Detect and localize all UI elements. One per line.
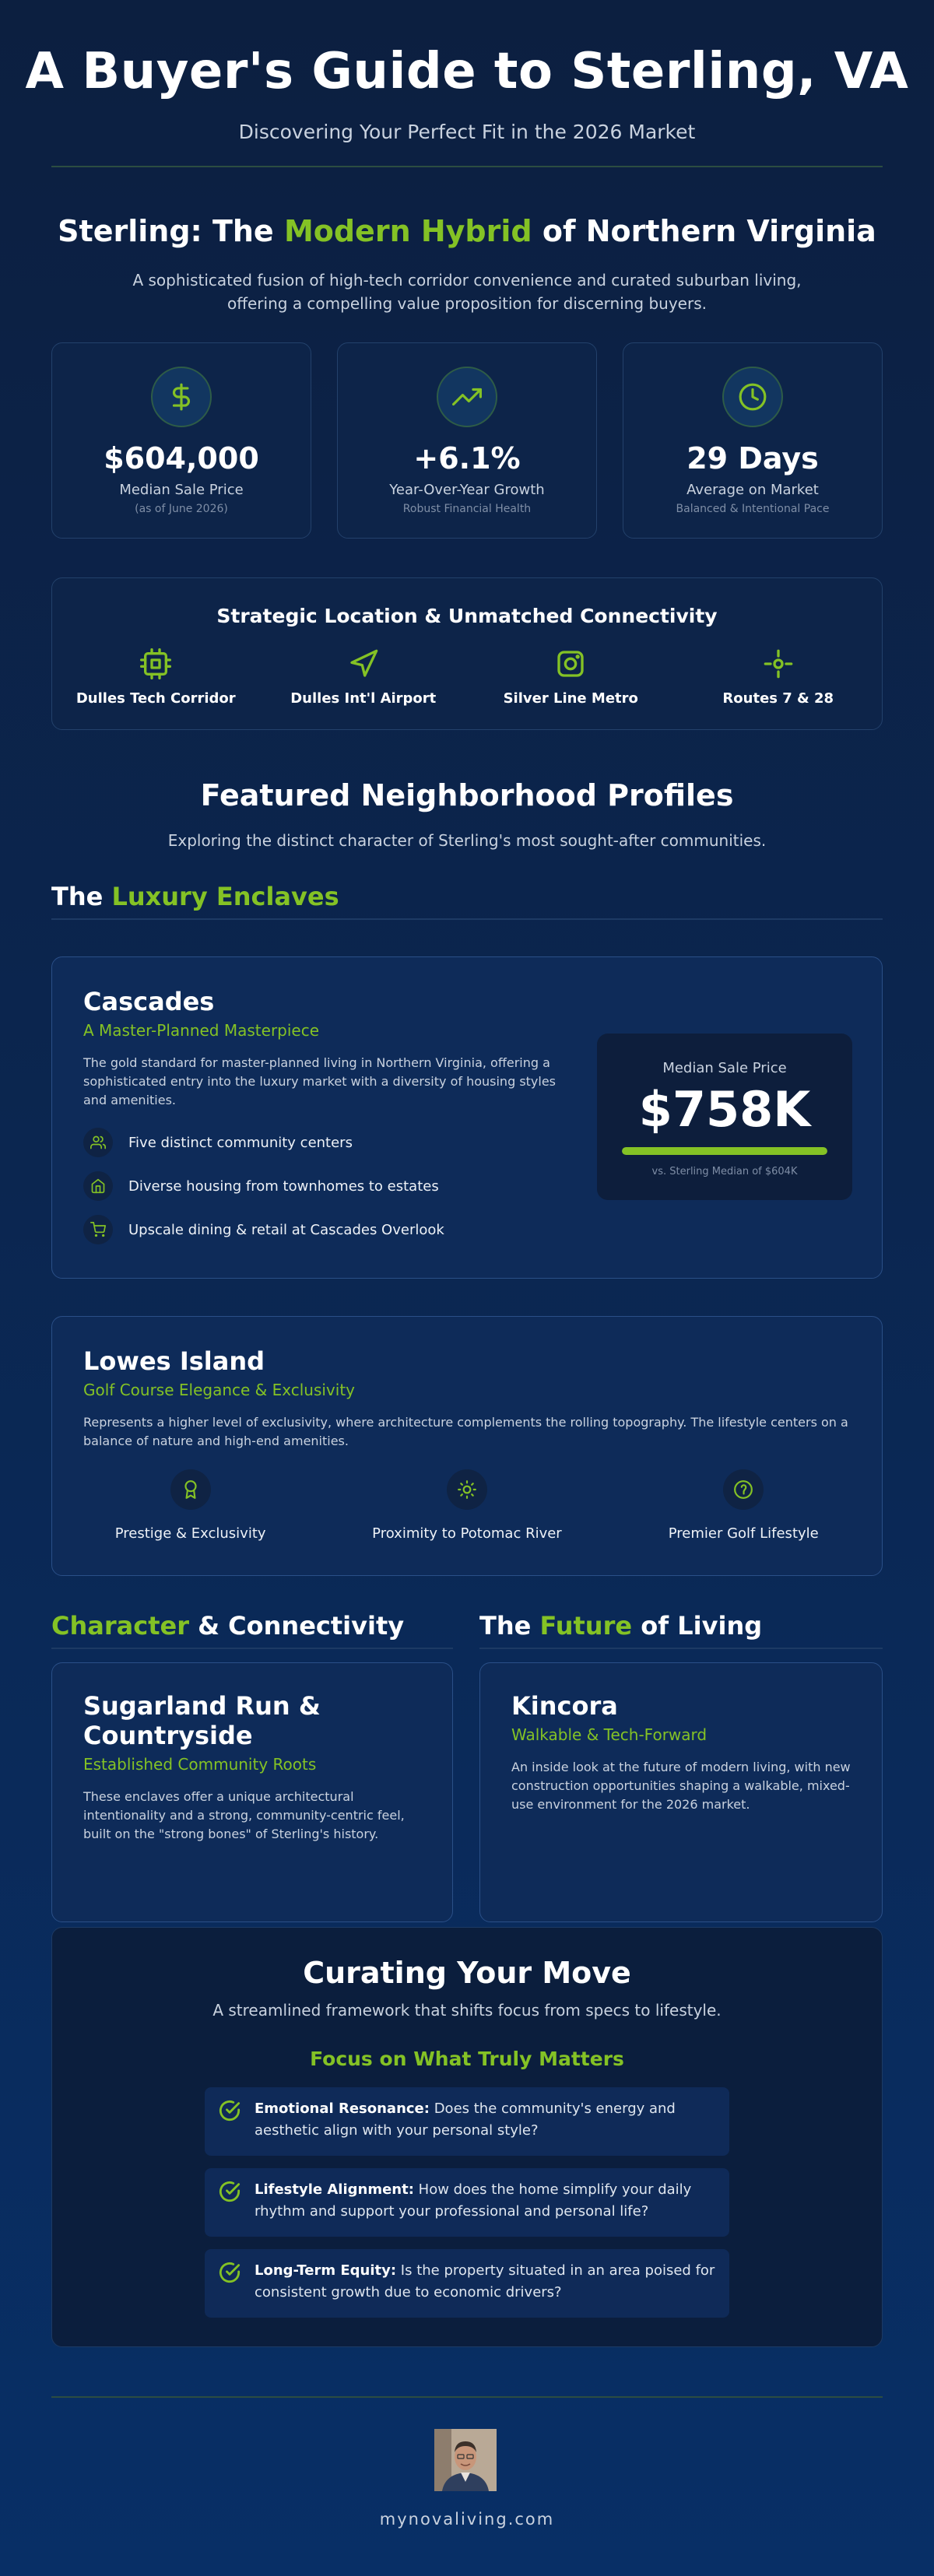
cart-icon [83, 1215, 113, 1244]
chip-icon [52, 647, 260, 681]
location-items [52, 647, 882, 707]
stat-label: Median Sale Price [119, 482, 244, 498]
focus-item-body: Does the community's energy and aesthetic align with your personal style? [255, 2100, 676, 2139]
intro-section [0, 214, 934, 315]
intro-title-post: of Northern Virginia [532, 214, 876, 248]
sun-icon [447, 1469, 487, 1510]
home-icon [83, 1171, 113, 1201]
focus-item-body: How does the home simplify your daily rhythm and support your professional and personal life? [255, 2181, 692, 2220]
list-item [606, 1469, 882, 1542]
stat-label: Year-Over-Year Growth [389, 482, 545, 498]
website-link[interactable]: mynovaliving.com [379, 2510, 555, 2529]
lowes-island-card [51, 1316, 883, 1576]
focus-item-text [255, 2260, 715, 2304]
page-title: A Buyer's Guide to Sterling, VA [25, 43, 909, 100]
clock-icon [722, 367, 783, 427]
stat-card-yoy-growth [337, 342, 597, 539]
curating-title: Curating Your Move [303, 1956, 631, 1990]
list-item [83, 1208, 581, 1251]
stat-value: +6.1% [413, 441, 521, 476]
intro-title [0, 214, 934, 248]
header [0, 43, 934, 143]
kincora-name: Kincora [511, 1691, 618, 1721]
sugarland-card [51, 1662, 453, 1922]
location-item-tech-corridor [52, 647, 260, 707]
lowes-name: Lowes Island [83, 1346, 265, 1376]
focus-item-bold: Long-Term Equity: [255, 2262, 397, 2279]
lowes-tagline: Golf Course Elegance & Exclusivity [83, 1381, 356, 1399]
focus-item-text [255, 2098, 715, 2142]
location-label: Dulles Tech Corridor [75, 690, 236, 707]
header-divider [51, 166, 883, 167]
intro-title-accent: Modern Hybrid [283, 214, 532, 248]
stat-card-days-on-market [623, 342, 883, 539]
sugarland-name: Sugarland Run & Countryside [83, 1691, 321, 1750]
page-subtitle: Discovering Your Perfect Fit in the 2026 Market [238, 121, 696, 143]
featured-title: Featured Neighborhood Profiles [200, 778, 734, 812]
luxury-heading [51, 882, 339, 911]
feature-label: Premier Golf Lifestyle [668, 1525, 819, 1542]
future-heading-pre: The [479, 1611, 540, 1641]
location-label: Routes 7 & 28 [722, 690, 834, 707]
list-item [52, 1469, 328, 1542]
list-item [83, 1164, 581, 1208]
trending-up-icon [437, 367, 497, 427]
kincora-description: An inside look at the future of modern living, with new construction opportunities shaping a walkable, mixed-use environment for the 2026 market. [511, 1760, 851, 1812]
future-heading-post: of Living [632, 1611, 763, 1641]
avatar [434, 2429, 497, 2491]
stat-note: Balanced & Intentional Pace [676, 503, 830, 515]
focus-list [205, 2087, 729, 2318]
character-heading [51, 1611, 404, 1641]
kincora-card [479, 1662, 883, 1922]
plane-icon [260, 647, 468, 681]
stat-value: $604,000 [104, 441, 259, 476]
location-title: Strategic Location & Unmatched Connectivity [216, 605, 718, 627]
list-item [205, 2168, 729, 2237]
location-label: Silver Line Metro [503, 690, 638, 707]
sugarland-description: These enclaves offer a unique architectural intentionality and a strong, community-centric feel, built on the "strong bones" of Sterling's history. [83, 1789, 405, 1841]
metro-icon [467, 647, 675, 681]
cascades-feature-list [83, 1121, 581, 1251]
check-circle-icon [219, 2100, 244, 2125]
focus-title: Focus on What Truly Matters [310, 2048, 624, 2070]
check-circle-icon [219, 2262, 244, 2286]
featured-subtitle: Exploring the distinct character of Sterling's most sought-after communities. [167, 831, 767, 850]
stat-card-median-price [51, 342, 311, 539]
award-icon [170, 1469, 211, 1510]
stat-note: (as of June 2026) [135, 503, 228, 515]
price-bar [622, 1147, 827, 1155]
users-icon [83, 1128, 113, 1157]
stat-label: Average on Market [686, 482, 819, 498]
curating-subtitle: A streamlined framework that shifts focus from specs to lifestyle. [212, 2001, 722, 2020]
future-heading-accent: Future [539, 1611, 633, 1641]
location-card [51, 577, 883, 730]
location-item-metro [467, 647, 675, 707]
kincora-tagline: Walkable & Tech-Forward [511, 1725, 708, 1744]
location-item-airport [260, 647, 468, 707]
feature-label: Five distinct community centers [128, 1134, 353, 1151]
price-value: $758K [638, 1081, 811, 1138]
focus-item-bold: Emotional Resonance: [255, 2100, 430, 2117]
list-item [328, 1469, 605, 1542]
cascades-description: The gold standard for master-planned living in Northern Virginia, offering a sophisticated entry into the luxury market with a diversity of housing styles and amenities. [83, 1055, 557, 1107]
feature-label: Prestige & Exclusivity [114, 1525, 266, 1542]
list-item [205, 2249, 729, 2318]
focus-item-text [255, 2179, 715, 2223]
stat-value: 29 Days [686, 441, 819, 476]
lowes-description: Represents a higher level of exclusivity, where architecture complements the rolling topography. The lifestyle centers on a balance of nature and high-end amenities. [83, 1415, 848, 1448]
price-note: vs. Sterling Median of $604K [651, 1166, 798, 1177]
character-heading-accent: Character [51, 1611, 189, 1641]
curating-section [51, 1927, 883, 2347]
golf-icon [723, 1469, 764, 1510]
check-circle-icon [219, 2181, 244, 2206]
featured-section-header [0, 778, 934, 850]
future-divider [479, 1648, 883, 1649]
feature-label: Diverse housing from townhomes to estates [128, 1177, 439, 1195]
luxury-heading-accent: Luxury Enclaves [111, 882, 339, 911]
crosshair-icon [675, 647, 883, 681]
location-label: Dulles Int'l Airport [290, 690, 437, 707]
luxury-heading-pre: The [51, 882, 112, 911]
footer-divider [51, 2396, 883, 2398]
dollar-icon [151, 367, 212, 427]
price-bar-fill [622, 1147, 827, 1155]
list-item [83, 1121, 581, 1164]
intro-description: A sophisticated fusion of high-tech corridor convenience and curated suburban living, offering a compelling value proposition for discerning buyers. [132, 271, 802, 313]
feature-label: Upscale dining & retail at Cascades Overlook [128, 1221, 444, 1238]
list-item [205, 2087, 729, 2156]
cascades-tagline: A Master-Planned Masterpiece [83, 1021, 320, 1040]
intro-title-pre: Sterling: The [58, 214, 284, 248]
stat-note: Robust Financial Health [402, 503, 532, 515]
character-divider [51, 1648, 453, 1649]
future-heading [479, 1611, 762, 1641]
cascades-card [51, 956, 883, 1279]
lowes-feature-list [52, 1469, 882, 1542]
cascades-name: Cascades [83, 987, 215, 1016]
focus-item-bold: Lifestyle Alignment: [255, 2181, 414, 2198]
sugarland-tagline: Established Community Roots [83, 1755, 317, 1774]
feature-label: Proximity to Potomac River [372, 1525, 562, 1542]
price-label: Median Sale Price [662, 1060, 787, 1076]
cascades-price-panel [597, 1034, 852, 1200]
focus-item-body: Is the property situated in an area poised for consistent growth due to economic drivers? [255, 2262, 715, 2301]
character-heading-post: & Connectivity [188, 1611, 405, 1641]
location-item-routes [675, 647, 883, 707]
stats-row [51, 342, 883, 539]
luxury-divider [51, 918, 883, 920]
